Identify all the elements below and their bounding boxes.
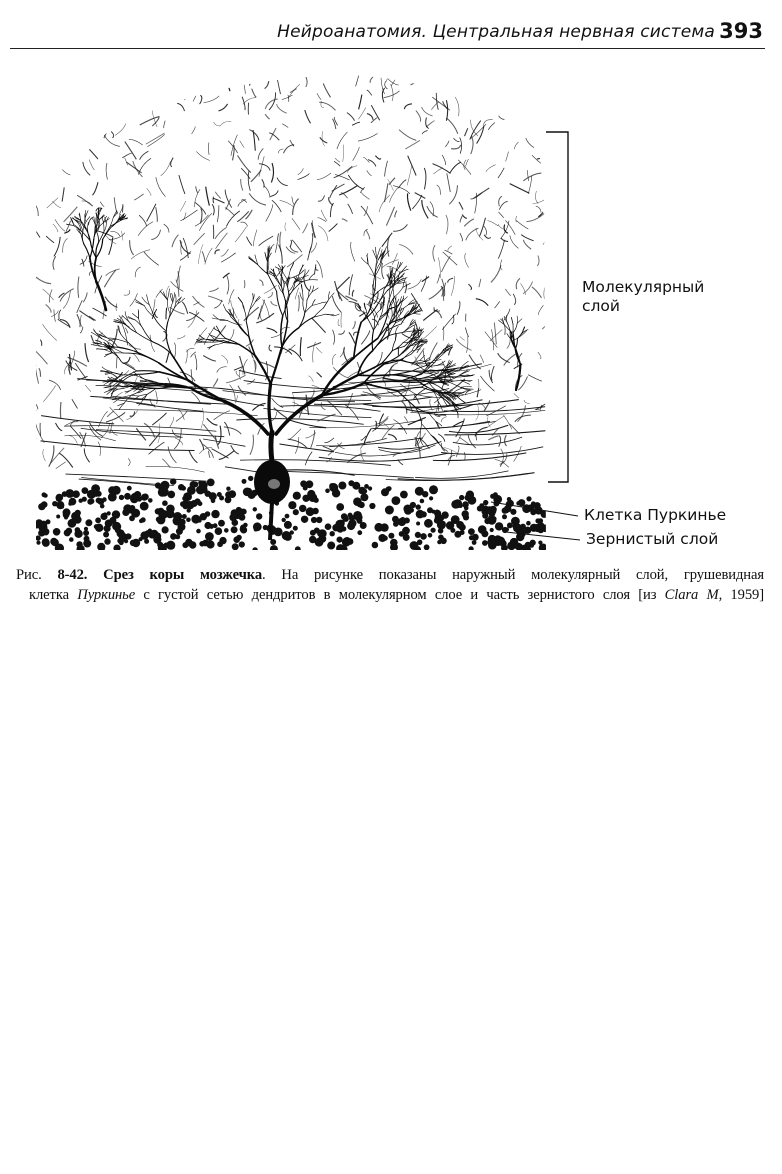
purkinje-nucleus [268, 479, 280, 489]
caption-line-2 [16, 585, 764, 605]
running-head [10, 18, 765, 49]
running-head-title: Нейроанатомия. Центральная нервная система [277, 22, 715, 42]
caption-text-3: с густой сетью дендритов в молекулярном слое и часть зернистого слоя [из [135, 587, 665, 603]
label-purkinje-cell: Клетка Пуркинье [584, 506, 727, 524]
figure-caption [16, 565, 764, 605]
label-molecular-layer: Молекулярный слой [582, 278, 705, 315]
caption-text-2: клетка [29, 587, 78, 603]
page-number: 393 [719, 19, 763, 43]
label-granular-layer: Зернистый слой [586, 530, 719, 548]
caption-title: Срез коры мозжечка [103, 567, 263, 583]
caption-text-1: . На рисунке показаны наружный молекулярный слой, грушевидная [262, 567, 764, 583]
caption-cell-name: Пуркинье [77, 587, 136, 603]
caption-prefix: Рис. [16, 567, 58, 583]
caption-line-1 [16, 565, 764, 585]
molecular-layer-bracket [546, 132, 568, 482]
caption-citation-author: Clara M, [664, 587, 723, 603]
figure [36, 70, 778, 560]
caption-citation-year: 1959] [722, 587, 764, 603]
caption-figure-number: 8-42. [57, 567, 88, 583]
